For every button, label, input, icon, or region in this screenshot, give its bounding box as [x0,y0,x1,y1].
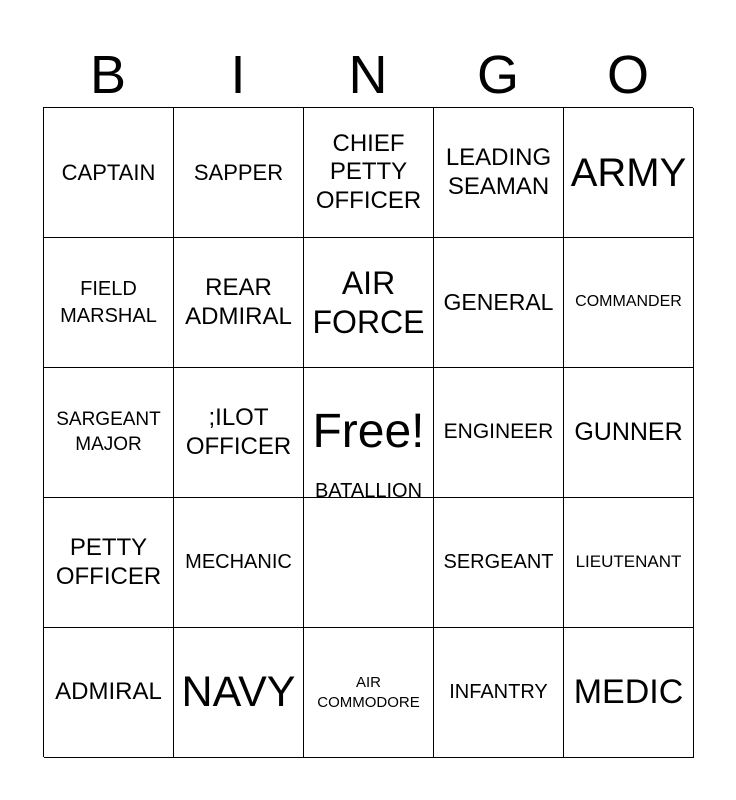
bingo-cell[interactable]: CHIEF PETTY OFFICER [304,108,434,238]
bingo-cell[interactable]: INFANTRY [434,628,564,758]
bingo-cell[interactable]: ARMY [564,108,694,238]
bingo-cell[interactable]: SARGEANT MAJOR [44,368,174,498]
bingo-cell[interactable]: SERGEANT [434,498,564,628]
bingo-cell[interactable]: SAPPER [174,108,304,238]
header-letter-g: G [476,45,519,105]
bingo-cell[interactable]: NAVY [174,628,304,758]
bingo-cell[interactable]: AIR COMMODORE [304,628,434,758]
bingo-grid [43,107,693,757]
bingo-cell[interactable]: ;ILOT OFFICER [174,368,304,498]
bingo-cell[interactable]: ENGINEER [434,368,564,498]
bingo-header [43,44,693,106]
bingo-cell[interactable]: LEADING SEAMAN [434,108,564,238]
free-cell[interactable] [304,368,434,498]
bingo-cell[interactable]: MEDIC [564,628,694,758]
bingo-cell[interactable]: AIR FORCE [304,238,434,368]
bingo-cell[interactable]: GUNNER [564,368,694,498]
header-letter-b: B [89,45,127,105]
header-letter-i: I [230,45,246,105]
bingo-cell[interactable]: COMMANDER [564,238,694,368]
bingo-cell[interactable]: ADMIRAL [44,628,174,758]
bingo-cell[interactable]: PETTY OFFICER [44,498,174,628]
header-letter-n: N [348,45,388,105]
bingo-cell-empty[interactable] [304,498,434,628]
bingo-cell[interactable]: CAPTAIN [44,108,174,238]
bingo-cell[interactable]: FIELD MARSHAL [44,238,174,368]
bingo-cell[interactable]: MECHANIC [174,498,304,628]
free-cell-overflow-text: BATALLION [314,480,423,498]
header-letter-o: O [606,45,649,105]
free-label: Free! [312,405,425,458]
bingo-cell[interactable]: REAR ADMIRAL [174,238,304,368]
bingo-cell[interactable]: GENERAL [434,238,564,368]
bingo-cell[interactable]: LIEUTENANT [564,498,694,628]
